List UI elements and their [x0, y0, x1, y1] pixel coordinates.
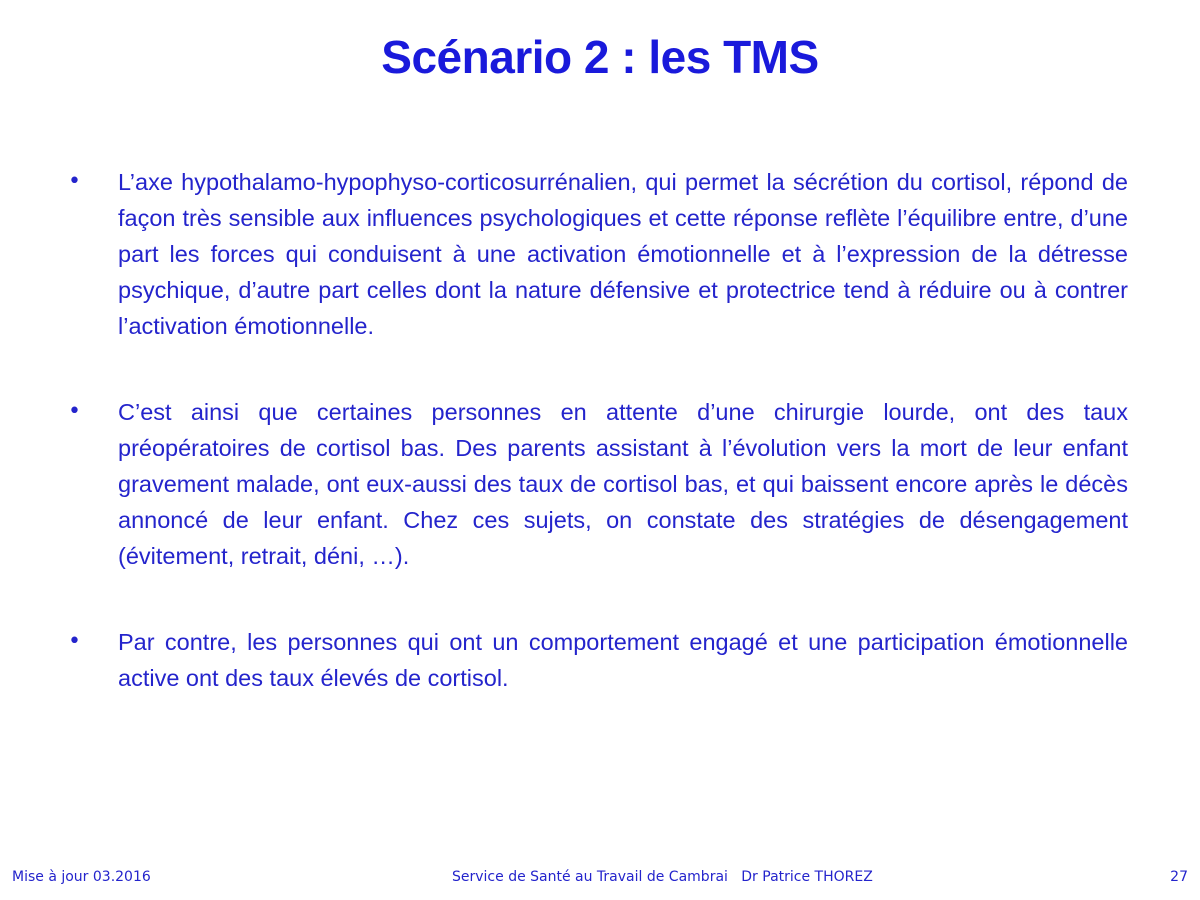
bullet-icon: • [68, 399, 81, 424]
bullet-text: Par contre, les personnes qui ont un comportement engagé et une participation émotionnelle active ont des taux élevés de cortisol. [118, 629, 1128, 691]
footer-update-date: Mise à jour 03.2016 [12, 869, 151, 885]
footer-page-number: 27 [1170, 869, 1188, 885]
bullet-item [62, 394, 1128, 574]
footer-service-credit: Service de Santé au Travail de Cambrai Dr Patrice THOREZ [452, 869, 873, 885]
bullet-icon: • [68, 629, 81, 654]
bullet-item [62, 164, 1128, 344]
bullet-text: L’axe hypothalamo-hypophyso-corticosurrénalien, qui permet la sécrétion du cortisol, répond de façon très sensible aux influences psychologiques et cette réponse reflète l’équilibre entre, d’une part les forces qui conduisent à une activation émotionnelle et à l’expression de la détresse psychique, d’autre part celles dont la nature défensive et protectrice tend à réduire ou à contrer l’activation émotionnelle. [118, 169, 1128, 339]
bullet-item [62, 624, 1128, 696]
bullet-list [62, 164, 1128, 696]
bullet-text: C’est ainsi que certaines personnes en attente d’une chirurgie lourde, ont des taux préopératoires de cortisol bas. Des parents assistant à l’évolution vers la mort de leur enfant gravement malade, ont eux-aussi des taux de cortisol bas, et qui baissent encore après le décès annoncé de leur enfant. Chez ces sujets, on constate des stratégies de désengagement (évitement, retrait, déni, …). [118, 399, 1128, 569]
slide-title: Scénario 2 : les TMS [381, 31, 819, 83]
bullet-icon: • [68, 169, 81, 194]
